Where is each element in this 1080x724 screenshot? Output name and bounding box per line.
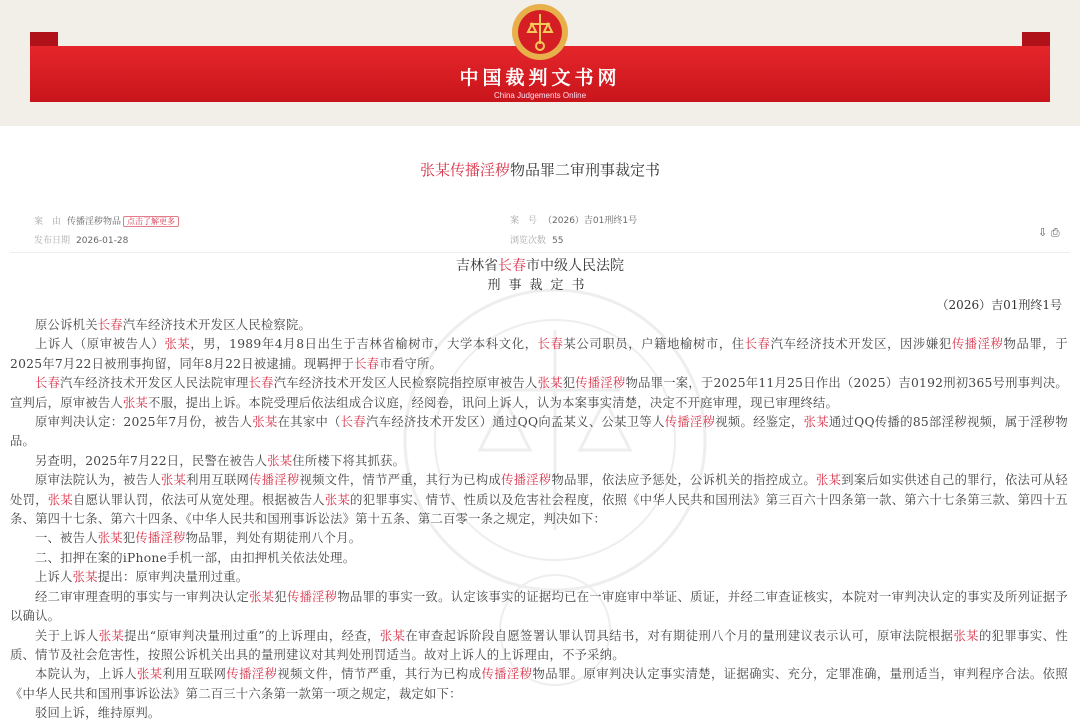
highlight-term: 传播淫秽 [286, 589, 338, 604]
document-type: 刑事裁定书 [487, 278, 593, 293]
paragraph [10, 529, 1068, 548]
title-highlight: 张某传播淫秽 [419, 161, 510, 179]
highlight-term: 张某 [97, 531, 123, 546]
highlight-term: 长春 [248, 376, 274, 391]
download-icon[interactable]: ⇩ [1038, 226, 1048, 239]
paragraph-text: 犯 [122, 531, 136, 546]
highlight-term: 张某 [72, 570, 98, 585]
paragraph-text: 物品罪一案，于2025年11月25日作出（2025）吉0192刑初365号刑事判决。宣判后，原审被告人 [10, 376, 1068, 410]
paragraph-text: 视频。经鉴定， [715, 415, 804, 430]
highlight-term: 传播淫秽 [226, 667, 278, 682]
highlight-term: 传播淫秽 [135, 531, 186, 546]
paragraph-text: 到案后如实供述自己的罪行，依法可从轻处罚， [10, 473, 1068, 507]
case-label: 案 号 [510, 216, 538, 226]
paragraph [10, 627, 1068, 666]
paragraph-text: 原公诉机关 [35, 318, 98, 332]
court-city: 长春 [498, 258, 526, 274]
paragraph [10, 452, 1068, 471]
paragraph-text: 通过QQ传播的85部淫秽视频，属于淫秽物品。 [10, 415, 1068, 449]
highlight-term: 长春 [35, 376, 61, 391]
paragraph-text: 犯 [562, 376, 576, 391]
highlight-term: 张某 [379, 628, 406, 643]
title-rest: 物品罪二审刑事裁定书 [510, 161, 661, 179]
doc-actions [1038, 226, 1060, 240]
paragraph-text: 不服，提出上诉。本院受理后依法组成合议庭，经阅卷，讯问上诉人，认为本案事实清楚，决定不开庭审理，现已审理终结。 [148, 395, 839, 410]
paragraph-text: 原审法院认为，被告人 [35, 473, 161, 488]
highlight-term: 长春 [537, 337, 564, 352]
paragraph-text: 物品罪的事实一致。认定该事实的证据均已在一审庭审中举证、质证，并经二审查证核实，本院对一审判决认定的事实及所列证据予以确认。 [10, 589, 1068, 624]
highlight-term: 张某 [953, 628, 979, 643]
paragraph-text: 本院认为，上诉人 [35, 667, 138, 682]
paragraph-text: 物品罪。原审判决认定事实清楚，证据确实、充分，定罪准确，量刑适当，审判程序合法。依照《中华人民共和国刑事诉讼法》第二百三十六条第一款第一项之规定，裁定如下： [10, 667, 1068, 701]
paragraph-text: 另查明，2025年7月22日，民警在被告人 [35, 453, 268, 468]
highlight-term: 传播淫秽 [951, 337, 1004, 352]
paragraph [10, 568, 1068, 587]
date-value: 2026-01-28 [76, 236, 129, 246]
highlight-term: 张某 [122, 395, 149, 410]
highlight-term: 张某 [137, 667, 163, 682]
paragraph-text: 的犯罪事实、情节、性质以及危害社会程度，依照《中华人民共和国刑法》第三百六十四条第一款、第六十七条第三款、第四十五条、第四十七条、第六十四条、《中华人民共和国刑事诉讼法》第十五条、第二百零一条之规定，判决如下： [10, 492, 1068, 527]
views-value: 55 [552, 236, 564, 246]
document-body [10, 316, 1068, 724]
court-rest: 市中级人民法院 [526, 258, 624, 274]
paragraph-text: 汽车经济技术开发区人民检察院。 [122, 318, 312, 332]
paragraph-text: 犯 [274, 589, 287, 604]
court-name [0, 257, 1080, 275]
paragraph-text: 一、被告人 [35, 531, 98, 546]
paragraph [10, 471, 1068, 529]
highlight-term: 传播淫秽 [501, 473, 552, 488]
paragraph-text: 关于上诉人 [35, 628, 99, 643]
paragraph [10, 704, 1068, 723]
highlight-term: 长春 [744, 337, 771, 352]
paragraph-text: 市看守所。 [379, 356, 443, 371]
meta-date [34, 235, 128, 248]
paragraph-text: 物品罪，依法应予惩处，公诉机关的指控成立。 [551, 473, 817, 488]
paragraph-text: 物品罪，于2025年7月22日被刑事拘留，同年8月22日被逮捕。现羁押于 [10, 337, 1068, 371]
paragraph-text: 上诉人 [35, 570, 73, 585]
highlight-term: 张某 [252, 415, 278, 430]
document-title [0, 160, 1080, 180]
paragraph-text: 利用互联网 [162, 667, 227, 682]
paragraph-text: 二、扣押在案的iPhone手机一部，由扣押机关依法处理。 [35, 550, 356, 565]
cause-value: 传播淫秽物品 [67, 217, 122, 227]
case-number: （2026）吉01刑终1号 [936, 298, 1062, 312]
paragraph-text: 汽车经济技术开发区，因涉嫌犯 [770, 337, 952, 352]
cause-label: 案 由 [34, 217, 62, 227]
site-header [0, 0, 1080, 126]
highlight-term: 张某 [47, 492, 73, 507]
paragraph-text: 视频文件，情节严重，其行为已构成 [277, 667, 482, 682]
paragraph-text: 汽车经济技术开发区人民检察院指控原审被告人 [273, 376, 538, 391]
date-label: 发布日期 [34, 236, 71, 246]
highlight-term: 张某 [160, 473, 187, 488]
site-name[interactable]: 中国裁判文书网 [459, 67, 621, 89]
highlight-term: 张某 [98, 628, 125, 643]
case-value: （2026）吉01刑终1号 [543, 216, 638, 226]
paragraph-text: 某公司职员，户籍地榆树市，住 [563, 337, 745, 352]
paragraph [10, 588, 1068, 627]
paragraph [10, 374, 1068, 413]
paragraph-text: 自愿认罪认罚，依法可从宽处理。根据被告人 [73, 492, 325, 507]
paragraph-text: 驳回上诉，维持原判。 [35, 706, 161, 721]
highlight-term: 张某 [249, 589, 275, 604]
paragraph-text: 利用互联网 [186, 473, 250, 488]
highlight-term: 张某 [537, 376, 563, 391]
paragraph-text: 在审查起诉阶段自愿签署认罪认罚具结书，对有期徒刑八个月的量刑建议表示认可，原审法院根据 [405, 628, 954, 643]
highlight-term: 张某 [816, 473, 842, 488]
meta-cause [34, 215, 179, 229]
divider [10, 252, 1070, 253]
paragraph [10, 665, 1068, 704]
paragraph [10, 549, 1068, 568]
paragraph-text: ，男，1989年4月8日出生于吉林省榆树市，大学本科文化， [190, 337, 538, 352]
site-name-en: China Judgements Online [493, 91, 587, 100]
highlight-term: 传播淫秽 [249, 473, 300, 488]
print-icon[interactable]: ⎙ [1050, 226, 1060, 239]
paragraph-text: 视频文件，情节严重，其行为已构成 [299, 473, 502, 488]
court-province: 吉林省 [456, 258, 498, 274]
paragraph-text: 物品罪，判处有期徒刑八个月。 [185, 531, 362, 546]
paragraph-text: 经二审审理查明的事实与一审判决认定 [35, 589, 250, 604]
highlight-term: 张某 [164, 337, 191, 352]
paragraph-text: 汽车经济技术开发区人民法院审理 [60, 376, 249, 391]
highlight-term: 传播淫秽 [575, 376, 626, 391]
highlight-term: 传播淫秽 [664, 415, 716, 430]
highlight-term: 传播淫秽 [481, 667, 533, 682]
paragraph-text: 提出：原审判决量刑过重。 [97, 570, 249, 585]
meta-case [510, 215, 637, 228]
highlight-term: 长春 [354, 356, 380, 371]
paragraph-text: 汽车经济技术开发区）通过QQ向孟某义、公某卫等人 [366, 415, 665, 430]
highlight-term: 张某 [803, 415, 829, 430]
paragraph-text: 原审判决认定：2025年7月份，被告人 [35, 415, 253, 430]
highlight-term: 长春 [340, 415, 367, 430]
highlight-term: 长春 [97, 318, 123, 332]
highlight-term: 张某 [267, 453, 293, 468]
paragraph [10, 335, 1068, 374]
paragraph-text: 上诉人（原审被告人） [35, 337, 165, 352]
views-label: 浏览次数 [510, 236, 547, 246]
paragraph [10, 413, 1068, 452]
paragraph-text: 住所楼下将其抓获。 [292, 453, 406, 468]
meta-views [510, 235, 563, 248]
paragraph-text: 在其家中（ [277, 415, 341, 430]
court-emblem-icon [510, 2, 570, 62]
paragraph-text: 的犯罪事实、性质、情节及社会危害性，按照公诉机关出具的量刑建议对其判处刑罚适当。故对上诉人的上诉理由，不予采纳。 [10, 628, 1068, 662]
paragraph-text: 提出“原审判决量刑过重”的上诉理由，经查， [124, 628, 380, 643]
learn-more-badge[interactable]: 点击了解更多 [123, 216, 179, 227]
highlight-term: 张某 [324, 492, 351, 507]
paragraph [10, 316, 1068, 335]
